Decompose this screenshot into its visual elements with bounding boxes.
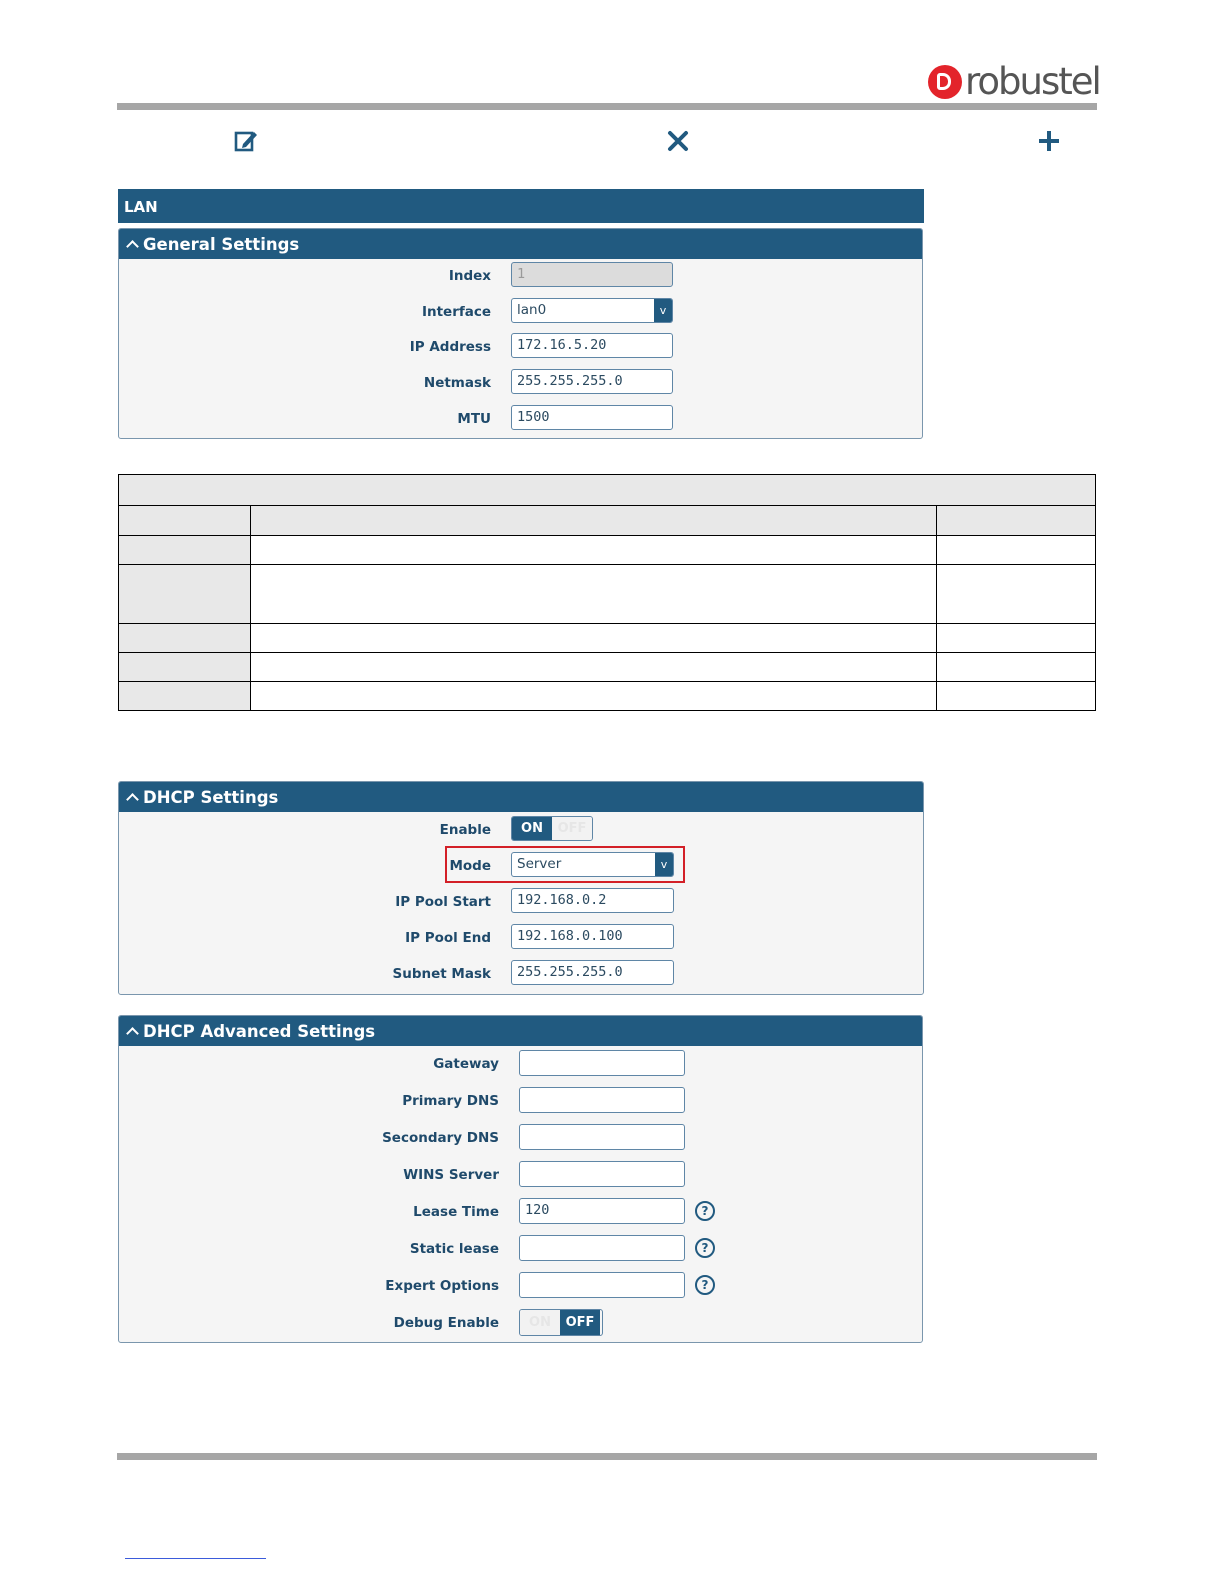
static-lease-field[interactable] [519, 1235, 685, 1261]
footer-rule [117, 1453, 1097, 1460]
chevron-up-icon [126, 1027, 139, 1040]
table-cell [119, 624, 251, 653]
table-cell [119, 653, 251, 682]
index-field: 1 [511, 262, 673, 287]
lease-time-label: Lease Time [413, 1204, 499, 1220]
mtu-row [119, 405, 922, 433]
general-settings-panel [118, 228, 923, 439]
toggle-off: OFF [552, 817, 592, 840]
chevron-down-icon: v [654, 299, 672, 322]
table-cell [251, 653, 937, 682]
mtu-field[interactable]: 1500 [511, 405, 673, 430]
subnet-mask-row [119, 960, 923, 988]
pool-start-row [119, 888, 923, 916]
pool-start-label: IP Pool Start [395, 894, 491, 910]
plus-icon[interactable] [1035, 127, 1063, 155]
lan-title-bar: LAN [118, 189, 924, 223]
secondary-dns-label: Secondary DNS [382, 1130, 499, 1146]
netmask-label: Netmask [423, 375, 491, 391]
primary-dns-row [119, 1087, 922, 1115]
netmask-row [119, 369, 922, 397]
robustel-logo-mark [928, 65, 962, 99]
primary-dns-field[interactable] [519, 1087, 685, 1113]
ip-address-field[interactable]: 172.16.5.20 [511, 333, 673, 358]
table-header-cell [937, 506, 1096, 536]
table-cell [937, 682, 1096, 711]
pool-end-label: IP Pool End [405, 930, 491, 946]
dhcp-settings-panel [118, 781, 924, 995]
table-cell [119, 682, 251, 711]
table-row [119, 536, 1096, 565]
table-cell [937, 624, 1096, 653]
table-title-row [119, 475, 1096, 506]
general-settings-header[interactable] [119, 229, 922, 259]
debug-enable-label: Debug Enable [393, 1315, 499, 1331]
chevron-up-icon [126, 793, 139, 806]
mode-highlight-box [445, 846, 685, 883]
secondary-dns-field[interactable] [519, 1124, 685, 1150]
expert-options-row [119, 1272, 922, 1300]
netmask-field[interactable]: 255.255.255.0 [511, 369, 673, 394]
secondary-dns-row [119, 1124, 922, 1152]
enable-label: Enable [439, 822, 491, 838]
mode-select-value: Server [517, 856, 562, 872]
table-title-cell [119, 475, 1096, 506]
interface-row [119, 298, 922, 326]
lease-time-field[interactable]: 120 [519, 1198, 685, 1224]
parameter-table [118, 474, 1096, 711]
table-row [119, 624, 1096, 653]
table-cell [119, 565, 251, 624]
table-cell [937, 565, 1096, 624]
subnet-mask-field[interactable]: 255.255.255.0 [511, 960, 674, 985]
chevron-up-icon [126, 240, 139, 253]
dhcp-settings-header[interactable] [119, 782, 923, 812]
wins-server-row [119, 1161, 922, 1189]
dhcp-advanced-header[interactable] [119, 1016, 922, 1046]
help-icon[interactable]: ? [695, 1238, 715, 1258]
table-row [119, 565, 1096, 624]
debug-enable-row [119, 1309, 922, 1337]
table-row [119, 653, 1096, 682]
pool-start-field[interactable]: 192.168.0.2 [511, 888, 674, 913]
primary-dns-label: Primary DNS [402, 1093, 499, 1109]
header-rule [117, 103, 1097, 110]
interface-label: Interface [421, 304, 491, 320]
robustel-logo-text: robustel [965, 60, 1100, 103]
table-cell [251, 682, 937, 711]
help-icon[interactable]: ? [695, 1201, 715, 1221]
toggle-off: OFF [560, 1310, 600, 1335]
table-header-row [119, 506, 1096, 536]
chevron-down-icon: v [655, 853, 673, 876]
wins-server-label: WINS Server [403, 1167, 499, 1183]
pool-end-field[interactable]: 192.168.0.100 [511, 924, 674, 949]
dhcp-settings-title: DHCP Settings [143, 788, 279, 807]
robustel-logo [928, 62, 1100, 102]
expert-options-label: Expert Options [385, 1278, 499, 1294]
gateway-row [119, 1050, 922, 1078]
index-label: Index [448, 268, 491, 284]
table-row [119, 682, 1096, 711]
expert-options-field[interactable] [519, 1272, 685, 1298]
wins-server-field[interactable] [519, 1161, 685, 1187]
mtu-label: MTU [457, 411, 491, 427]
general-settings-title: General Settings [143, 235, 300, 254]
interface-select-value: lan0 [517, 302, 547, 318]
lease-time-row [119, 1198, 922, 1226]
gateway-field[interactable] [519, 1050, 685, 1076]
toggle-on: ON [520, 1310, 560, 1335]
table-cell [251, 536, 937, 565]
enable-toggle[interactable] [511, 816, 593, 841]
index-row [119, 262, 922, 290]
ip-address-label: IP Address [409, 339, 491, 355]
edit-icon[interactable] [232, 127, 260, 155]
gateway-label: Gateway [433, 1056, 499, 1072]
dhcp-advanced-panel [118, 1015, 923, 1343]
table-header-cell [119, 506, 251, 536]
ip-address-row [119, 333, 922, 361]
pool-end-row [119, 924, 923, 952]
interface-select[interactable] [511, 298, 673, 323]
toggle-on: ON [512, 817, 552, 840]
footer-link-underline[interactable] [125, 1558, 266, 1559]
subnet-mask-label: Subnet Mask [392, 966, 491, 982]
close-icon[interactable] [664, 127, 692, 155]
static-lease-label: Static lease [409, 1241, 499, 1257]
table-cell [251, 624, 937, 653]
mode-label: Mode [449, 858, 491, 874]
table-cell [119, 536, 251, 565]
table-cell [937, 653, 1096, 682]
enable-row [119, 816, 923, 844]
dhcp-advanced-title: DHCP Advanced Settings [143, 1022, 376, 1041]
help-icon[interactable]: ? [695, 1275, 715, 1295]
table-cell [937, 536, 1096, 565]
debug-enable-toggle[interactable] [519, 1309, 603, 1336]
table-cell [251, 565, 937, 624]
static-lease-row [119, 1235, 922, 1263]
table-header-cell [251, 506, 937, 536]
